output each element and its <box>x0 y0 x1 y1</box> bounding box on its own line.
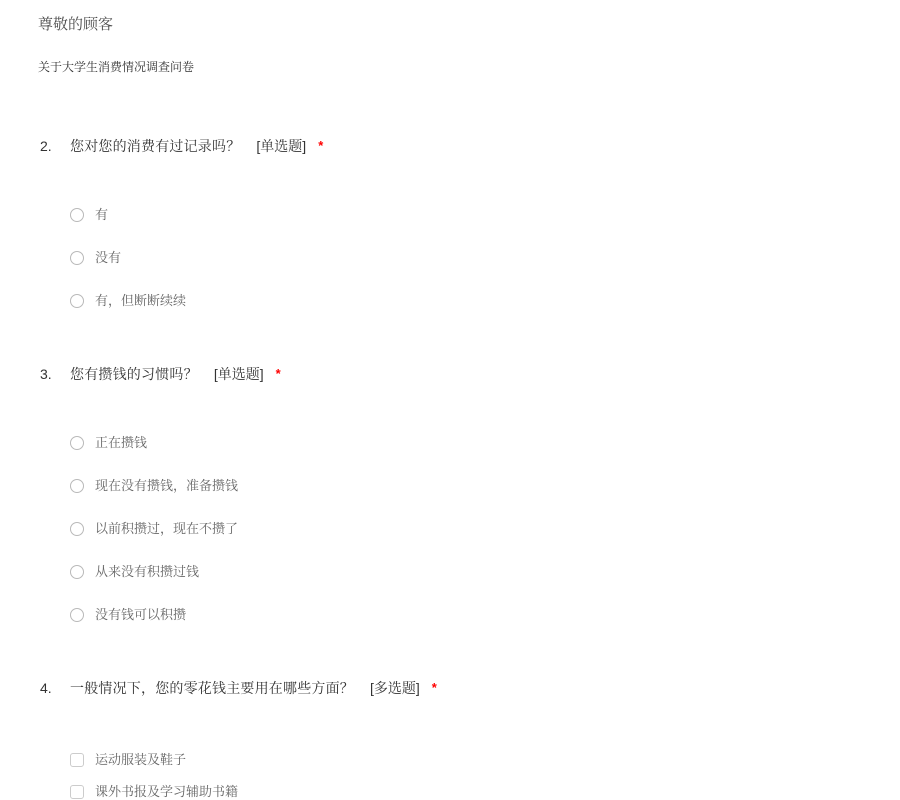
radio-option[interactable]: 以前积攒过，现在不攒了 <box>70 521 900 537</box>
radio-button-icon[interactable] <box>70 294 84 308</box>
question-list <box>38 139 900 800</box>
required-asterisk: * <box>431 680 437 695</box>
question-type-tag: [单选题] <box>256 138 307 154</box>
checkbox-option[interactable]: 课外书报及学习辅助书籍 <box>70 784 900 800</box>
question-type-tag: [单选题] <box>213 366 264 382</box>
question-text: 您有攒钱的习惯吗？ <box>70 366 198 382</box>
checkbox-option[interactable]: 运动服装及鞋子 <box>70 752 900 768</box>
question-number: 3. <box>40 366 52 382</box>
question-number: 2. <box>40 138 52 154</box>
options-group <box>38 752 900 800</box>
question-heading <box>38 681 900 696</box>
radio-button-icon[interactable] <box>70 208 84 222</box>
radio-button-icon[interactable] <box>70 436 84 450</box>
question-heading <box>38 367 900 382</box>
radio-option[interactable]: 没有 <box>70 250 900 266</box>
question-block <box>38 681 900 800</box>
radio-button-icon[interactable] <box>70 522 84 536</box>
radio-button-icon[interactable] <box>70 251 84 265</box>
question-block <box>38 139 900 309</box>
radio-option[interactable]: 没有钱可以积攒 <box>70 607 900 623</box>
radio-button-icon[interactable] <box>70 608 84 622</box>
checkbox-icon[interactable] <box>70 753 84 767</box>
options-group <box>38 435 900 623</box>
radio-button-icon[interactable] <box>70 565 84 579</box>
question-type-tag: [多选题] <box>370 680 420 696</box>
question-text: 您对您的消费有过记录吗？ <box>70 138 241 154</box>
checkbox-icon[interactable] <box>70 785 84 799</box>
radio-option[interactable]: 从来没有积攒过钱 <box>70 564 900 580</box>
required-asterisk: * <box>318 138 324 153</box>
greeting-text: 尊敬的顾客 <box>38 16 114 33</box>
question-heading <box>38 139 900 154</box>
radio-option[interactable]: 有，但断断续续 <box>70 293 900 309</box>
question-block <box>38 367 900 623</box>
question-number: 4. <box>40 680 52 696</box>
survey-title: 关于大学生消费情况调查问卷 <box>38 60 195 74</box>
radio-option[interactable]: 现在没有攒钱，准备攒钱 <box>70 478 900 494</box>
radio-button-icon[interactable] <box>70 479 84 493</box>
radio-option[interactable]: 正在攒钱 <box>70 435 900 451</box>
options-group <box>38 207 900 309</box>
required-asterisk: * <box>275 366 281 381</box>
radio-option[interactable]: 有 <box>70 207 900 223</box>
question-text: 一般情况下，您的零花钱主要用在哪些方面？ <box>70 680 354 696</box>
